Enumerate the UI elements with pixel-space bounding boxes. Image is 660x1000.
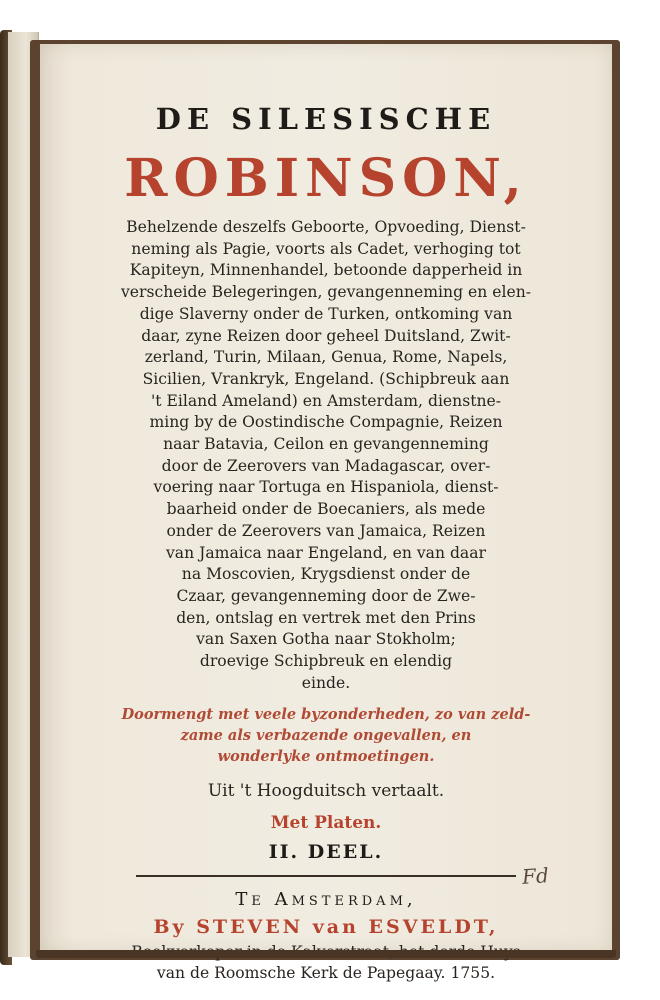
imprint-address	[40, 942, 612, 984]
translation-note: Uit 't Hoogduitsch vertaalt.	[207, 781, 445, 802]
subtitle-red-line: Doormengt met veele byzonderheden, zo van zeld-	[121, 706, 531, 724]
description-line: droevige Schipbreuk en elendig	[199, 652, 453, 671]
volume-label: II. DEEL.	[268, 841, 384, 864]
description-line: baarheid onder de Boecaniers, als mede	[166, 500, 486, 519]
title-page	[40, 44, 612, 983]
title-line-2: ROBINSON,	[124, 148, 528, 209]
description-line: Behelzende deszelfs Geboorte, Opvoeding, Dienst-	[126, 218, 526, 236]
description-line: door de Zeerovers van Madagascar, over-	[161, 456, 491, 475]
description-line: neming als Pagie, voorts als Cadet, verhoging tot	[131, 239, 521, 258]
description-line: Czaar, gevangenneming door de Zwe-	[176, 586, 476, 605]
description-line: zerland, Turin, Milaan, Genua, Rome, Napels,	[144, 348, 508, 367]
plates-note: Met Platen.	[270, 813, 382, 834]
imprint-address-line: van de Roomsche Kerk de Papegaay. 1755.	[156, 964, 496, 983]
description-line: van Jamaica naar Engeland, en van daar	[166, 543, 486, 562]
description-line: onder de Zeerovers van Jamaica, Reizen	[166, 521, 486, 540]
subtitle-red-line: zame als verbazende ongevallen, en	[180, 727, 472, 745]
manuscript-annotation: Fd	[521, 863, 550, 889]
subtitle-red-block	[106, 704, 546, 767]
description-line: van Saxen Gotha naar Stokholm;	[196, 630, 456, 649]
title-page-content	[40, 44, 612, 984]
horizontal-rule	[136, 875, 516, 877]
description-block	[91, 217, 561, 694]
book-bottom-board	[36, 950, 616, 958]
description-line: Sicilien, Vrankryk, Engeland. (Schipbreuk aan	[142, 369, 510, 388]
description-line: verscheide Belegeringen, gevangenneming en elen-	[120, 283, 532, 302]
description-line: ming by de Oostindische Compagnie, Reizen	[149, 413, 503, 432]
description-line: naar Batavia, Ceilon en gevangenneming	[163, 435, 489, 454]
title-line-1: DE SILESISCHE	[155, 102, 497, 136]
description-line: den, ontslag en vertrek met den Prins	[176, 608, 476, 627]
description-line: dige Slaverny onder de Turken, ontkoming van	[139, 304, 513, 323]
description-line: 't Eiland Ameland) en Amsterdam, dienstne-	[150, 391, 502, 410]
subtitle-red-line: wonderlyke ontmoetingen.	[217, 748, 435, 766]
description-line: voering naar Tortuga en Hispaniola, dienst-	[153, 478, 499, 497]
imprint-city: Te Amsterdam,	[235, 889, 417, 911]
description-line: daar, zyne Reizen door geheel Duitsland, Zwit-	[141, 326, 511, 345]
description-line: Kapiteyn, Minnenhandel, betoonde dapperheid in	[129, 261, 523, 280]
description-line: einde.	[301, 673, 351, 692]
imprint-publisher: By STEVEN van ESVELDT,	[153, 916, 499, 939]
description-line: na Moscovien, Krygsdienst onder de	[181, 565, 471, 584]
